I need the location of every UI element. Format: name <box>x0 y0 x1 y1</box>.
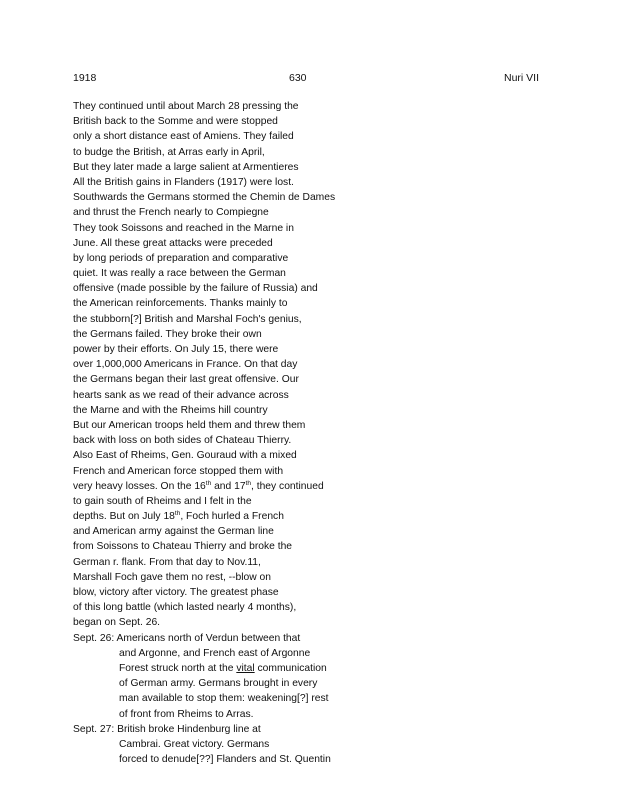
text-line: French and American force stopped them with <box>73 465 284 477</box>
text-line-with-underline <box>73 661 543 676</box>
text-line: to budge the British, at Arras early in April, <box>73 146 265 158</box>
text-line: Also East of Rheims, Gen. Gouraud with a mixed <box>73 450 297 462</box>
text-line: by long periods of preparation and comparative <box>73 252 289 264</box>
text-line: only a short distance east of Amiens. They failed <box>73 131 294 143</box>
text-line-indented: and Argonne, and French east of Argonne <box>119 647 311 659</box>
text-segment: and 17 <box>211 480 246 492</box>
text-line: and American army against the German line <box>73 526 274 538</box>
text-line: and thrust the French nearly to Compiegne <box>73 207 269 219</box>
text-line: to gain south of Rheims and I felt in the <box>73 495 252 507</box>
text-segment: depths. But on July 18 <box>73 511 175 523</box>
ordinal-suffix: th <box>174 510 181 518</box>
text-line: Sept. 27: British broke Hindenburg line at <box>73 723 261 735</box>
header-volume: Nuri VII <box>503 72 539 84</box>
text-line: All the British gains in Flanders (1917) were lost. <box>73 176 294 188</box>
text-line: the Marne and with the Rheims hill country <box>73 404 268 416</box>
underlined-word: vital <box>236 662 255 674</box>
text-line: back with loss on both sides of Chateau Thierry. <box>73 435 292 447</box>
text-line: But they later made a large salient at Armentieres <box>73 161 299 173</box>
text-line: But our American troops held them and threw them <box>73 419 306 431</box>
text-line: from Soissons to Chateau Thierry and broke the <box>73 541 293 553</box>
text-line: British back to the Somme and were stopped <box>73 116 278 128</box>
text-line: They continued until about March 28 pressing the <box>73 101 299 112</box>
text-line: over 1,000,000 Americans in France. On that day <box>73 359 298 371</box>
text-segment: communication <box>254 662 327 674</box>
page-header <box>73 72 539 88</box>
text-segment: , they continued <box>251 480 324 492</box>
ordinal-suffix: th <box>245 479 251 487</box>
text-line: offensive (made possible by the failure of Russia) and <box>73 283 318 295</box>
text-line-indented: forced to denude[??] Flanders and St. Quentin <box>119 754 331 766</box>
header-page-number: 630 <box>289 72 307 84</box>
text-line: blow, victory after victory. The greatest phase <box>73 587 279 598</box>
text-line-indented: of front from Rheims to Arras. <box>119 708 254 720</box>
text-segment: Forest struck north at the <box>119 662 237 674</box>
text-line-indented: Cambrai. Great victory. Germans <box>119 738 270 750</box>
text-line: the Germans failed. They broke their own <box>73 328 262 340</box>
header-year: 1918 <box>73 72 97 84</box>
ordinal-suffix: th <box>205 479 212 487</box>
text-line: German r. flank. From that day to Nov.11, <box>73 556 261 568</box>
text-line: the stubborn[?] British and Marshal Foch's genius, <box>73 313 302 325</box>
text-line: June. All these great attacks were preceded <box>73 237 273 249</box>
text-line: quiet. It was really a race between the German <box>73 268 286 280</box>
text-line: They took Soissons and reached in the Marne in <box>73 222 294 234</box>
text-line: of this long battle (which lasted nearly 4 months), <box>73 602 297 614</box>
text-line-indented: man available to stop them: weakening[?] rest <box>119 693 329 705</box>
text-line-with-ordinals <box>73 479 543 494</box>
text-line: Marshall Foch gave them no rest, --blow on <box>73 571 272 583</box>
text-line: began on Sept. 26. <box>73 617 161 629</box>
text-line: hearts sank as we read of their advance across <box>73 389 289 401</box>
text-line-indented: of German army. Germans brought in every <box>119 678 318 690</box>
text-line: power by their efforts. On July 15, there were <box>73 344 279 355</box>
text-line: the Germans began their last great offensive. Our <box>73 374 299 386</box>
text-segment: , Foch hurled a French <box>180 511 284 523</box>
manuscript-text <box>73 99 543 767</box>
text-line: Sept. 26: Americans north of Verdun between that <box>73 632 301 644</box>
text-line-with-ordinal <box>73 509 543 524</box>
text-segment: very heavy losses. On the 16 <box>73 480 206 492</box>
text-line: Southwards the Germans stormed the Chemin de Dames <box>73 192 336 204</box>
text-line: the American reinforcements. Thanks mainly to <box>73 298 288 310</box>
